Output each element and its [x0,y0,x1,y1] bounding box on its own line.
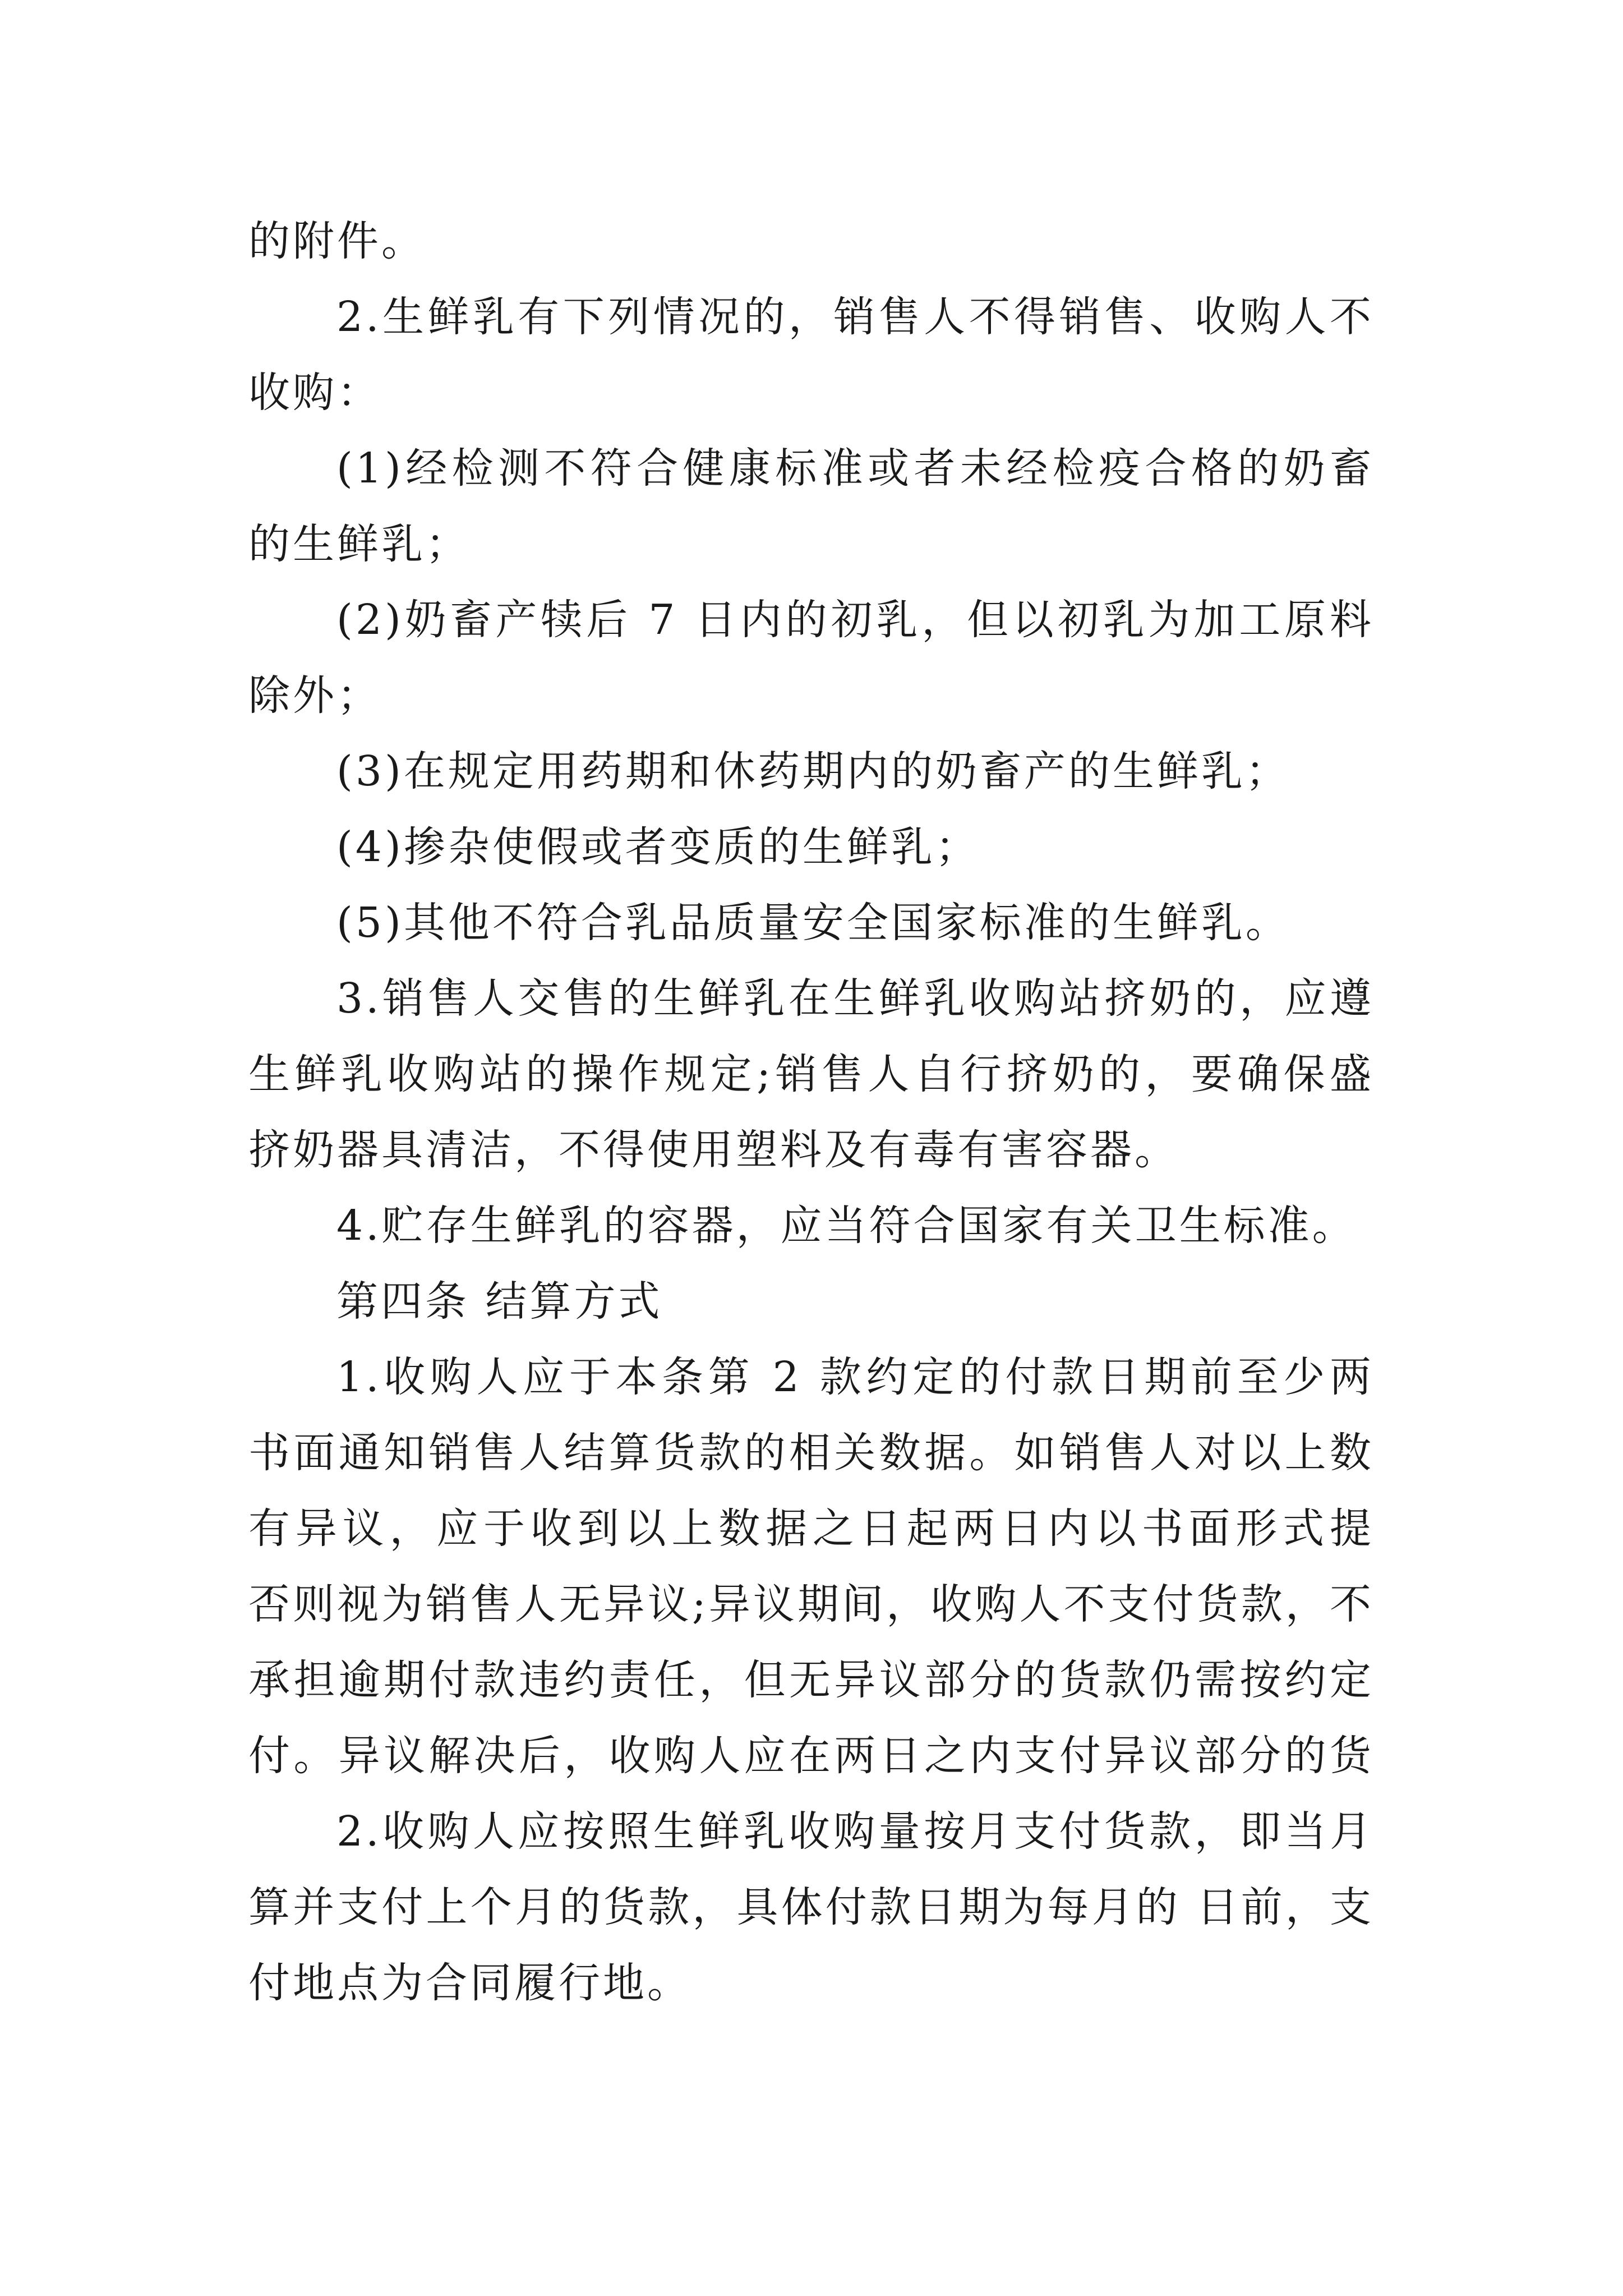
text-line: 有异议，应于收到以上数据之日起两日内以书面形式提 [248,1504,1374,1553]
text-line: 生鲜乳收购站的操作规定;销售人自行挤奶的，要确保盛 [248,1050,1374,1098]
text-line: 书面通知销售人结算货款的相关数据。如销售人对以上数 [248,1429,1374,1477]
text-line: 的生鲜乳； [248,520,470,568]
text-line: 2.收购人应按照生鲜乳收购量按月支付货款，即当月 [336,1807,1374,1856]
text-line: (5)其他不符合乳品质量安全国家标准的生鲜乳。 [336,899,1290,947]
text-line: (4)掺杂使假或者变质的生鲜乳； [336,823,980,871]
text-line: (3)在规定用药期和休药期内的奶畜产的生鲜乳； [336,747,1290,795]
text-line: 除外； [248,671,381,720]
text-line: 付。异议解决后，收购人应在两日之内支付异议部分的货 [248,1732,1374,1780]
text-line: 否则视为销售人无异议;异议期间，收购人不支付货款，不 [248,1580,1374,1628]
text-line: 1.收购人应于本条第 2 款约定的付款日期前至少两 [336,1353,1374,1401]
text-line: 的附件。 [248,217,426,265]
text-line: 2.生鲜乳有下列情况的，销售人不得销售、收购人不 [336,293,1374,341]
text-line: 4.贮存生鲜乳的容器，应当符合国家有关卫生标准。 [336,1202,1357,1250]
text-line: 承担逾期付款违约责任，但无异议部分的货款仍需按约定 [248,1656,1374,1704]
text-line: 付地点为合同履行地。 [248,1959,691,2007]
text-line: 挤奶器具清洁，不得使用塑料及有毒有害容器。 [248,1126,1179,1174]
text-line: 算并支付上个月的货款，具体付款日期为每月的 日前，支 [248,1883,1374,1931]
text-line: (2)奶畜产犊后 7 日内的初乳，但以初乳为加工原料 [336,596,1374,644]
section-heading: 第四条 结算方式 [336,1277,663,1326]
text-line: 收购： [248,369,381,417]
text-line: (1)经检测不符合健康标准或者未经检疫合格的奶畜 [336,444,1374,493]
text-line: 3.销售人交售的生鲜乳在生鲜乳收购站挤奶的，应遵 [336,974,1374,1023]
